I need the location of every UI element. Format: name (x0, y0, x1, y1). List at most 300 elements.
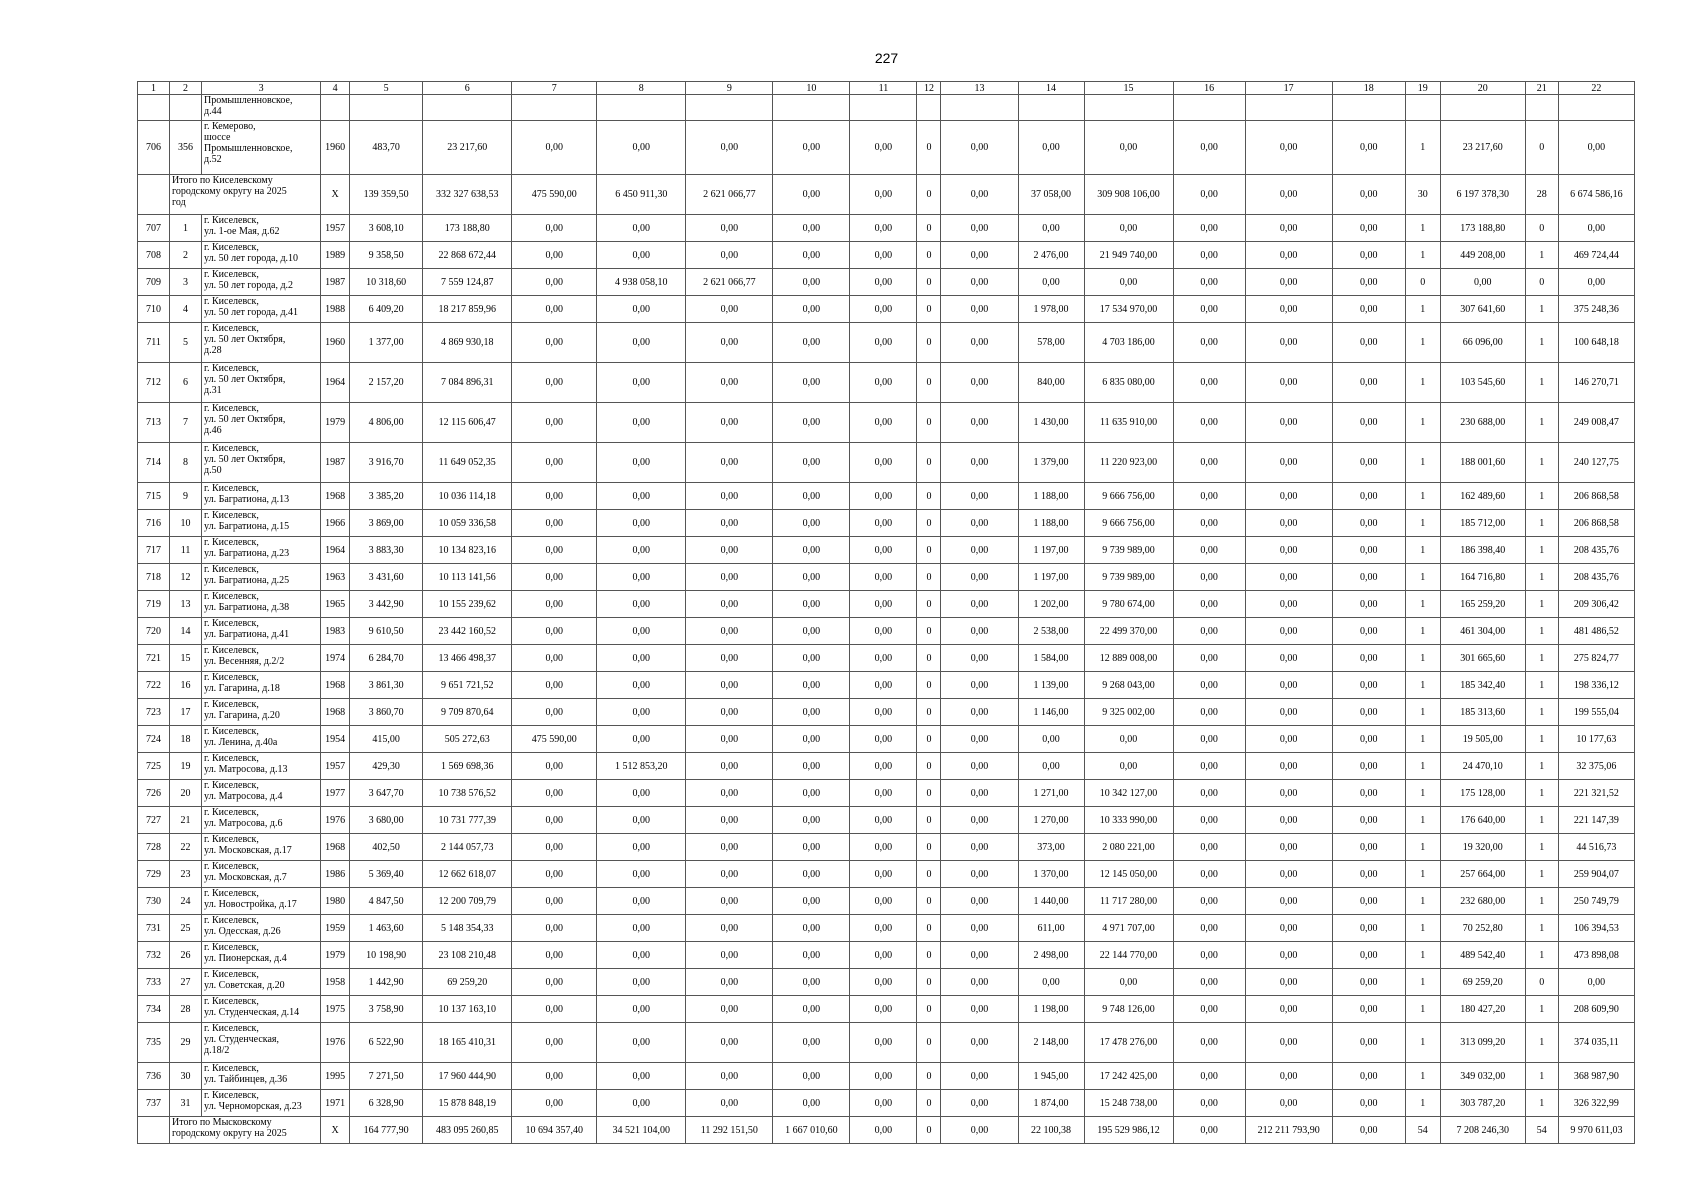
table-cell: 1 (1525, 591, 1558, 618)
address-cell: г. Киселевск, ул. 1-ое Мая, д.62 (202, 215, 321, 242)
table-cell: 24 470,10 (1440, 753, 1525, 780)
table-cell: 0,00 (773, 726, 850, 753)
table-cell: 11 717 280,00 (1084, 888, 1173, 915)
table-cell: 0,00 (686, 564, 773, 591)
table-cell: 1975 (321, 996, 350, 1023)
table-row (138, 443, 1635, 483)
table-cell: 1 (1405, 215, 1440, 242)
table-cell: 19 320,00 (1440, 834, 1525, 861)
table-cell: 0,00 (1332, 1063, 1405, 1090)
table-cell: 726 (138, 780, 170, 807)
table-cell: 1 (1405, 591, 1440, 618)
table-cell: 0,00 (1173, 121, 1245, 175)
table-cell: 1958 (321, 969, 350, 996)
table-cell: 209 306,42 (1558, 591, 1634, 618)
table-cell: 1 (1405, 1090, 1440, 1117)
address-cell: г. Киселевск, ул. Гагарина, д.20 (202, 699, 321, 726)
table-cell: 1986 (321, 861, 350, 888)
table-cell: 0,00 (512, 888, 597, 915)
table-row (138, 834, 1635, 861)
table-cell: 735 (138, 1023, 170, 1063)
table-cell: 0,00 (850, 1063, 917, 1090)
table-cell: 0 (917, 363, 941, 403)
table-cell: 0,00 (1245, 645, 1332, 672)
table-cell: 4 703 186,00 (1084, 323, 1173, 363)
address-cell: г. Киселевск, ул. 50 лет города, д.41 (202, 296, 321, 323)
table-cell: 0,00 (1332, 443, 1405, 483)
table-cell: 4 869 930,18 (423, 323, 512, 363)
table-row (138, 699, 1635, 726)
table-cell: 0,00 (850, 443, 917, 483)
table-cell: 0,00 (850, 780, 917, 807)
table-cell: 66 096,00 (1440, 323, 1525, 363)
table-cell: 4 971 707,00 (1084, 915, 1173, 942)
table-cell (1084, 95, 1173, 121)
table-cell: 578,00 (1018, 323, 1084, 363)
table-cell: 0,00 (850, 215, 917, 242)
table-cell: 0,00 (686, 834, 773, 861)
address-cell: г. Киселевск, ул. Ленина, д.40а (202, 726, 321, 753)
table-cell: 483 095 260,85 (423, 1117, 512, 1144)
table-cell: 0 (917, 443, 941, 483)
table-cell: 0,00 (686, 618, 773, 645)
table-cell: 9 709 870,64 (423, 699, 512, 726)
table-cell: 0,00 (1018, 726, 1084, 753)
table-cell: 0,00 (1173, 753, 1245, 780)
table-cell: 1 (1525, 834, 1558, 861)
table-cell: 475 590,00 (512, 726, 597, 753)
table-cell: 0,00 (941, 323, 1018, 363)
table-row (138, 888, 1635, 915)
table-cell: 0,00 (773, 242, 850, 269)
table-cell: 25 (170, 915, 202, 942)
table-cell: 7 271,50 (350, 1063, 423, 1090)
table-cell: 710 (138, 296, 170, 323)
table-cell: 1987 (321, 443, 350, 483)
table-cell: 0,00 (597, 242, 686, 269)
table-cell: 0,00 (1332, 1090, 1405, 1117)
table-cell: 1 (1405, 363, 1440, 403)
table-cell: 22 (170, 834, 202, 861)
table-row (138, 861, 1635, 888)
table-cell: 164 777,90 (350, 1117, 423, 1144)
table-cell: 0 (917, 1063, 941, 1090)
table-cell: 0,00 (686, 888, 773, 915)
table-cell: 0,00 (1245, 996, 1332, 1023)
table-cell: 0 (917, 215, 941, 242)
table-cell: 0 (917, 915, 941, 942)
table-cell: 7 208 246,30 (1440, 1117, 1525, 1144)
table-cell: 0,00 (1332, 861, 1405, 888)
table-cell: 0,00 (1558, 269, 1634, 296)
table-cell: 0,00 (773, 699, 850, 726)
table-cell: 0,00 (1332, 403, 1405, 443)
table-cell: 250 749,79 (1558, 888, 1634, 915)
table-cell: 6 409,20 (350, 296, 423, 323)
table-cell: 0,00 (597, 996, 686, 1023)
table-cell (773, 95, 850, 121)
table-cell: 185 342,40 (1440, 672, 1525, 699)
table-cell: 461 304,00 (1440, 618, 1525, 645)
table-cell: 0,00 (850, 969, 917, 996)
table-cell: 0,00 (1084, 969, 1173, 996)
table-cell: 1 188,00 (1018, 510, 1084, 537)
table-cell: 180 427,20 (1440, 996, 1525, 1023)
table-cell: 0,00 (1018, 269, 1084, 296)
address-cell: г. Киселевск, ул. Московская, д.7 (202, 861, 321, 888)
table-cell: 2 621 066,77 (686, 269, 773, 296)
table-cell: 9 325 002,00 (1084, 699, 1173, 726)
table-cell: 0,00 (850, 296, 917, 323)
table-cell: 146 270,71 (1558, 363, 1634, 403)
table-cell: 1966 (321, 510, 350, 537)
table-cell: 0,00 (512, 296, 597, 323)
table-cell: 1 (1525, 363, 1558, 403)
table-cell: 1 (1525, 861, 1558, 888)
table-cell: 164 716,80 (1440, 564, 1525, 591)
table-cell: 1 (1405, 645, 1440, 672)
table-cell: 1971 (321, 1090, 350, 1117)
table-cell: 100 648,18 (1558, 323, 1634, 363)
table-row (138, 215, 1635, 242)
table-cell: 0,00 (1332, 483, 1405, 510)
table-cell: 0,00 (597, 1063, 686, 1090)
table-cell: 12 (170, 564, 202, 591)
table-cell: 10 694 357,40 (512, 1117, 597, 1144)
table-cell: 0,00 (1173, 942, 1245, 969)
table-cell: 185 712,00 (1440, 510, 1525, 537)
table-cell: 1 (1405, 537, 1440, 564)
table-cell: 0,00 (1018, 969, 1084, 996)
table-cell: 1 (1405, 726, 1440, 753)
table-cell: 0,00 (941, 699, 1018, 726)
table-cell: 0 (1405, 269, 1440, 296)
table-cell: 0 (917, 996, 941, 1023)
table-cell: 26 (170, 942, 202, 969)
table-cell: 0,00 (686, 121, 773, 175)
table-cell: 1 (1525, 564, 1558, 591)
table-cell: 0,00 (941, 537, 1018, 564)
table-cell: 0,00 (597, 726, 686, 753)
table-cell: 3 647,70 (350, 780, 423, 807)
column-number-header: 2 (170, 82, 202, 95)
table-cell: 6 522,90 (350, 1023, 423, 1063)
column-number-header: 11 (850, 82, 917, 95)
address-cell: г. Киселевск, ул. 50 лет Октября, д.50 (202, 443, 321, 483)
table-row (138, 363, 1635, 403)
table-cell: 0,00 (1173, 483, 1245, 510)
table-cell: 0,00 (1173, 403, 1245, 443)
table-cell: 1 (1525, 1090, 1558, 1117)
table-cell: 0,00 (1084, 726, 1173, 753)
table-cell: 0,00 (686, 969, 773, 996)
table-cell: 0,00 (1245, 121, 1332, 175)
table-cell: 0,00 (1173, 807, 1245, 834)
table-row (138, 753, 1635, 780)
table-cell: 257 664,00 (1440, 861, 1525, 888)
table-row (138, 618, 1635, 645)
table-cell: 716 (138, 510, 170, 537)
table-cell: 16 (170, 672, 202, 699)
table-cell: 6 674 586,16 (1558, 175, 1634, 215)
table-cell: 12 115 606,47 (423, 403, 512, 443)
table-cell: 1 197,00 (1018, 537, 1084, 564)
table-cell: 11 (170, 537, 202, 564)
table-cell: 1988 (321, 296, 350, 323)
table-row (138, 942, 1635, 969)
table-cell: 0,00 (597, 323, 686, 363)
table-cell: 0,00 (1245, 888, 1332, 915)
table-cell: 0,00 (850, 861, 917, 888)
table-cell: 24 (170, 888, 202, 915)
table-cell: 9 (170, 483, 202, 510)
table-cell: 165 259,20 (1440, 591, 1525, 618)
table-cell: 0,00 (773, 969, 850, 996)
table-cell: 1 (1405, 888, 1440, 915)
table-cell (1405, 95, 1440, 121)
table-cell: 0,00 (1173, 618, 1245, 645)
table-cell: 0,00 (686, 861, 773, 888)
table-cell: 1968 (321, 699, 350, 726)
table-cell: 332 327 638,53 (423, 175, 512, 215)
table-cell: 0,00 (597, 121, 686, 175)
table-cell: 4 847,50 (350, 888, 423, 915)
table-cell: 0,00 (512, 242, 597, 269)
table-cell: 0,00 (1332, 564, 1405, 591)
table-cell: 0,00 (850, 483, 917, 510)
table-cell (138, 95, 170, 121)
table-cell: 1 667 010,60 (773, 1117, 850, 1144)
table-cell: 0,00 (941, 1063, 1018, 1090)
table-cell: 0,00 (941, 861, 1018, 888)
table-cell: 17 (170, 699, 202, 726)
table-cell: 0,00 (1245, 1090, 1332, 1117)
table-row (138, 510, 1635, 537)
table-cell: 0,00 (941, 483, 1018, 510)
table-cell: 9 666 756,00 (1084, 483, 1173, 510)
table-cell: 313 099,20 (1440, 1023, 1525, 1063)
table-cell: 0,00 (512, 915, 597, 942)
table-cell: 0,00 (512, 363, 597, 403)
table-cell: 195 529 986,12 (1084, 1117, 1173, 1144)
table-cell: 0,00 (850, 242, 917, 269)
table-cell: 0,00 (1245, 215, 1332, 242)
table-cell: 206 868,58 (1558, 510, 1634, 537)
table-cell: 303 787,20 (1440, 1090, 1525, 1117)
column-number-header: 1 (138, 82, 170, 95)
table-cell: 0,00 (1332, 121, 1405, 175)
table-cell: 0,00 (773, 269, 850, 296)
table-cell: 1 197,00 (1018, 564, 1084, 591)
table-cell: 0,00 (1245, 323, 1332, 363)
table-row (138, 915, 1635, 942)
table-cell: 0,00 (686, 591, 773, 618)
table-cell: 0,00 (512, 780, 597, 807)
table-cell: 1983 (321, 618, 350, 645)
table-cell: 1 (1405, 443, 1440, 483)
table-cell: 1995 (321, 1063, 350, 1090)
table-cell: 0,00 (1245, 269, 1332, 296)
table-cell: 37 058,00 (1018, 175, 1084, 215)
table-cell: 15 878 848,19 (423, 1090, 512, 1117)
table-row (138, 296, 1635, 323)
table-cell: 0,00 (597, 672, 686, 699)
table-cell: 1 (1525, 403, 1558, 443)
table-cell: 0,00 (597, 618, 686, 645)
address-cell: г. Киселевск, ул. Матросова, д.6 (202, 807, 321, 834)
table-cell: 199 555,04 (1558, 699, 1634, 726)
table-cell: 0 (917, 780, 941, 807)
column-number-header: 15 (1084, 82, 1173, 95)
table-cell: 0,00 (1245, 942, 1332, 969)
table-cell: 373,00 (1018, 834, 1084, 861)
table-cell: 0,00 (773, 296, 850, 323)
table-cell: 27 (170, 969, 202, 996)
table-cell: 6 450 911,30 (597, 175, 686, 215)
table-cell: 0,00 (1084, 753, 1173, 780)
table-cell: 30 (1405, 175, 1440, 215)
address-cell: г. Киселевск, ул. 50 лет города, д.2 (202, 269, 321, 296)
table-cell: 221 321,52 (1558, 780, 1634, 807)
column-number-row (138, 82, 1635, 95)
table-cell: 1 (1525, 1023, 1558, 1063)
table-cell: 20 (170, 780, 202, 807)
table-cell: 0,00 (1332, 215, 1405, 242)
table-cell: 0,00 (1245, 915, 1332, 942)
table-cell: 0,00 (597, 296, 686, 323)
table-cell: 0,00 (1332, 323, 1405, 363)
table-cell: 1 (1525, 699, 1558, 726)
table-cell: 9 748 126,00 (1084, 996, 1173, 1023)
table-cell: 1 (1525, 780, 1558, 807)
table-cell: 1 (1525, 296, 1558, 323)
table-cell: 1 440,00 (1018, 888, 1084, 915)
table-cell: 3 442,90 (350, 591, 423, 618)
table-cell: 1 271,00 (1018, 780, 1084, 807)
table-cell: 1 379,00 (1018, 443, 1084, 483)
table-cell: 0,00 (686, 915, 773, 942)
address-cell: г. Киселевск, ул. Багратиона, д.38 (202, 591, 321, 618)
table-cell: 1 377,00 (350, 323, 423, 363)
table-cell: 0,00 (941, 672, 1018, 699)
table-cell: 1 430,00 (1018, 403, 1084, 443)
table-cell: 0 (917, 175, 941, 215)
table-cell: 0,00 (850, 1090, 917, 1117)
table-cell: 232 680,00 (1440, 888, 1525, 915)
table-cell: 0,00 (941, 753, 1018, 780)
table-cell: 0,00 (597, 483, 686, 510)
table-cell: 221 147,39 (1558, 807, 1634, 834)
table-cell: 1968 (321, 672, 350, 699)
table-cell: 0,00 (1245, 753, 1332, 780)
table-cell: 0,00 (1245, 363, 1332, 403)
table-cell: 1977 (321, 780, 350, 807)
table-cell (1173, 95, 1245, 121)
table-cell: 10 (170, 510, 202, 537)
table-cell: 1979 (321, 403, 350, 443)
table-cell: 719 (138, 591, 170, 618)
table-cell: 17 534 970,00 (1084, 296, 1173, 323)
address-cell: г. Киселевск, ул. 50 лет Октября, д.28 (202, 323, 321, 363)
table-row (138, 403, 1635, 443)
column-number-header: 13 (941, 82, 1018, 95)
table-cell: 0,00 (686, 726, 773, 753)
column-number-header: 10 (773, 82, 850, 95)
table-cell: 6 197 378,30 (1440, 175, 1525, 215)
table-cell: 175 128,00 (1440, 780, 1525, 807)
table-cell: 19 505,00 (1440, 726, 1525, 753)
table-cell: 1 188,00 (1018, 483, 1084, 510)
table-cell: 0,00 (1245, 1023, 1332, 1063)
column-number-header: 7 (512, 82, 597, 95)
table-cell: 2 148,00 (1018, 1023, 1084, 1063)
table-cell: 0,00 (1084, 121, 1173, 175)
table-cell: 0 (917, 269, 941, 296)
table-cell: 0,00 (597, 699, 686, 726)
table-cell: 10 738 576,52 (423, 780, 512, 807)
table-cell: 3 860,70 (350, 699, 423, 726)
table-cell: 720 (138, 618, 170, 645)
table-cell: 0,00 (773, 591, 850, 618)
table-cell: 3 385,20 (350, 483, 423, 510)
table-cell: 0,00 (1332, 699, 1405, 726)
table-body (138, 82, 1635, 1144)
table-cell: 0,00 (941, 363, 1018, 403)
table-cell: 706 (138, 121, 170, 175)
table-cell: 162 489,60 (1440, 483, 1525, 510)
table-cell: 0,00 (1332, 888, 1405, 915)
table-cell: 21 (170, 807, 202, 834)
table-cell: 0,00 (1173, 242, 1245, 269)
table-cell: 375 248,36 (1558, 296, 1634, 323)
table-cell: 402,50 (350, 834, 423, 861)
table-cell: 12 662 618,07 (423, 861, 512, 888)
table-row (138, 323, 1635, 363)
table-cell: 23 (170, 861, 202, 888)
table-cell: 0,00 (850, 726, 917, 753)
table-cell: 1 (1405, 834, 1440, 861)
table-cell: 1 (1405, 672, 1440, 699)
table-cell: 475 590,00 (512, 175, 597, 215)
table-cell: 240 127,75 (1558, 443, 1634, 483)
table-cell: 69 259,20 (1440, 969, 1525, 996)
table-cell: 28 (1525, 175, 1558, 215)
table-cell: 3 758,90 (350, 996, 423, 1023)
table-row (138, 645, 1635, 672)
total-row (138, 175, 1635, 215)
table-cell: 139 359,50 (350, 175, 423, 215)
table-cell: 0,00 (512, 1090, 597, 1117)
table-cell: 2 144 057,73 (423, 834, 512, 861)
table-cell: 0,00 (1245, 699, 1332, 726)
table-cell: 715 (138, 483, 170, 510)
table-cell: 0,00 (1332, 942, 1405, 969)
table-cell: 0,00 (1332, 296, 1405, 323)
column-number-header: 5 (350, 82, 423, 95)
table-cell: 0,00 (773, 443, 850, 483)
table-cell: 0,00 (773, 175, 850, 215)
column-number-header: 16 (1173, 82, 1245, 95)
table-cell: 736 (138, 1063, 170, 1090)
table-cell: 9 666 756,00 (1084, 510, 1173, 537)
table-cell: 0,00 (773, 121, 850, 175)
table-cell: 0,00 (1173, 699, 1245, 726)
table-cell: 0,00 (686, 672, 773, 699)
table-cell: 0,00 (1332, 591, 1405, 618)
table-cell: 0,00 (1245, 483, 1332, 510)
table-cell: 1989 (321, 242, 350, 269)
table-cell: 1 (1525, 1063, 1558, 1090)
